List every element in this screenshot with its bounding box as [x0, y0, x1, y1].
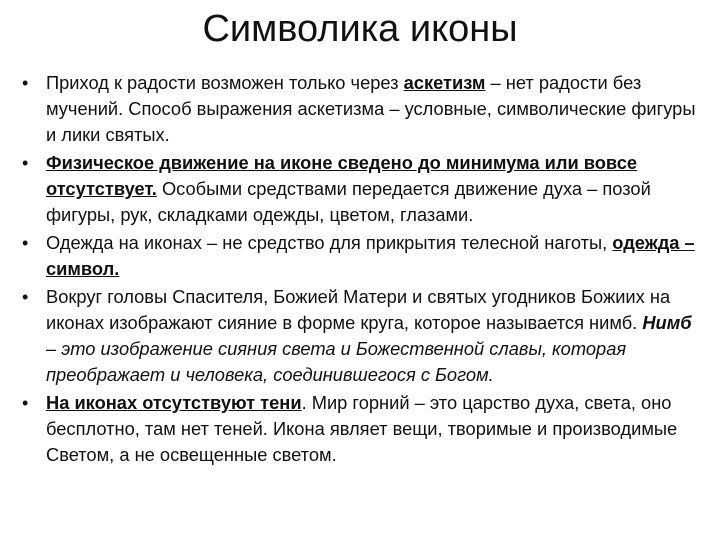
bullet-item [18, 230, 706, 282]
bullet-list [18, 70, 706, 470]
bullet-emphasis-run: Физическое движение на иконе сведено до минимума или вовсе отсутствует. [46, 152, 638, 199]
bullet-text-run: Особыми средствами передается движение духа – позой фигуры, рук, складками одежды, цветом, глазами. [46, 178, 651, 225]
bullet-text-run: Приход к радости возможен только через [46, 72, 404, 93]
bullet-italic-run: – это изображение сияния света и Божественной славы, которая преображает и человека, соединившегося с Богом. [46, 338, 627, 385]
bullet-text-run: . Мир горний – это царство духа, света, оно бесплотно, там нет теней. Икона являет вещи, творимые и производимые Светом, а не освещенные светом. [46, 392, 678, 465]
bullet-emphasis-run: одежда – символ. [46, 232, 695, 279]
bullet-text-run: Вокруг головы Спасителя, Божией Матери и святых угодников Божиих на иконах изображают сияние в форме круга, которое называется нимб. [46, 286, 671, 333]
bullet-emphasis-run: аскетизм [403, 72, 486, 93]
bullet-marker: • [22, 287, 29, 307]
bullet-emphasis-run: Нимб [642, 312, 692, 333]
bullet-emphasis-run: На иконах отсутствуют тени [46, 392, 302, 413]
bullet-marker: • [22, 153, 29, 173]
slide-title: Символика иконы [202, 8, 518, 50]
bullet-marker: • [22, 73, 29, 93]
bullet-marker: • [22, 233, 29, 253]
bullet-marker: • [22, 393, 29, 413]
bullet-item [18, 70, 706, 148]
bullet-item [18, 150, 706, 228]
bullet-item [18, 284, 706, 388]
bullet-text-run: – нет радости без мучений. Способ выражения аскетизма – условные, символические фигуры и лики святых. [46, 72, 696, 145]
bullet-item [18, 390, 706, 468]
bullet-text-run: Одежда на иконах – не средство для прикрытия телесной наготы, [46, 232, 613, 253]
